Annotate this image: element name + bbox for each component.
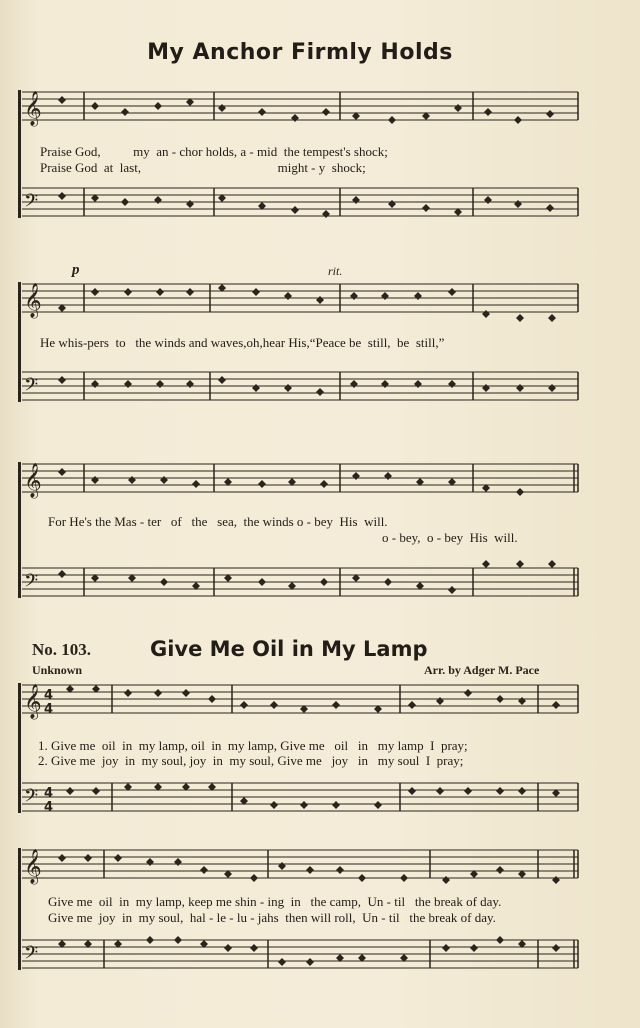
hymn-title: Give Me Oil in My Lamp — [150, 637, 428, 661]
tempo-marking: rit. — [328, 264, 343, 278]
music-system — [0, 450, 640, 610]
svg-text:𝄢: 𝄢 — [24, 786, 39, 811]
svg-text:𝄞: 𝄞 — [24, 684, 42, 719]
lyric-line: Give me oil in my lamp, keep me shin - ing in the camp, Un - til the break of day. — [48, 894, 502, 909]
lyric-line: Praise God at last, might - y shock; — [40, 160, 366, 175]
svg-text:4: 4 — [44, 800, 54, 815]
hymn-title: My Anchor Firmly Holds — [147, 40, 453, 65]
lyric-line: 1. Give me oil in my lamp, oil in my lamp, Give me oil in my lamp I pray; — [38, 738, 468, 753]
lyric-line: Praise God, my an - chor holds, a - mid the tempest's shock; — [40, 144, 388, 159]
svg-text:𝄢: 𝄢 — [24, 375, 39, 400]
svg-text:𝄢: 𝄢 — [24, 191, 39, 216]
svg-text:𝄞: 𝄞 — [24, 463, 42, 498]
lyric-line: He whis-pers to the winds and waves,oh,hear His,“Peace be still, be still,” — [40, 335, 445, 350]
svg-text:𝄞: 𝄞 — [24, 849, 42, 884]
dynamic-marking: p — [72, 262, 80, 278]
words-credit: Unknown — [32, 663, 83, 677]
hymn-number: No. 103. — [32, 640, 92, 659]
svg-text:4: 4 — [44, 702, 54, 717]
lyric-line: For He's the Mas - ter of the sea, the winds o - bey His will. — [48, 514, 388, 529]
svg-text:4: 4 — [44, 786, 54, 801]
svg-text:𝄞: 𝄞 — [24, 91, 42, 126]
lyric-line: Give me joy in my soul, hal - le - lu - jahs then will roll, Un - til the break of day. — [48, 910, 496, 925]
svg-text:4: 4 — [44, 688, 54, 703]
lyric-line: 2. Give me joy in my soul, joy in my soul, Give me joy in my soul I pray; — [38, 753, 464, 768]
svg-text:𝄢: 𝄢 — [24, 571, 39, 596]
music-credit: Arr. by Adger M. Pace — [424, 663, 540, 677]
svg-text:𝄢: 𝄢 — [24, 943, 39, 968]
lyric-line: o - bey, o - bey His will. — [382, 530, 518, 545]
svg-text:𝄞: 𝄞 — [24, 283, 42, 318]
